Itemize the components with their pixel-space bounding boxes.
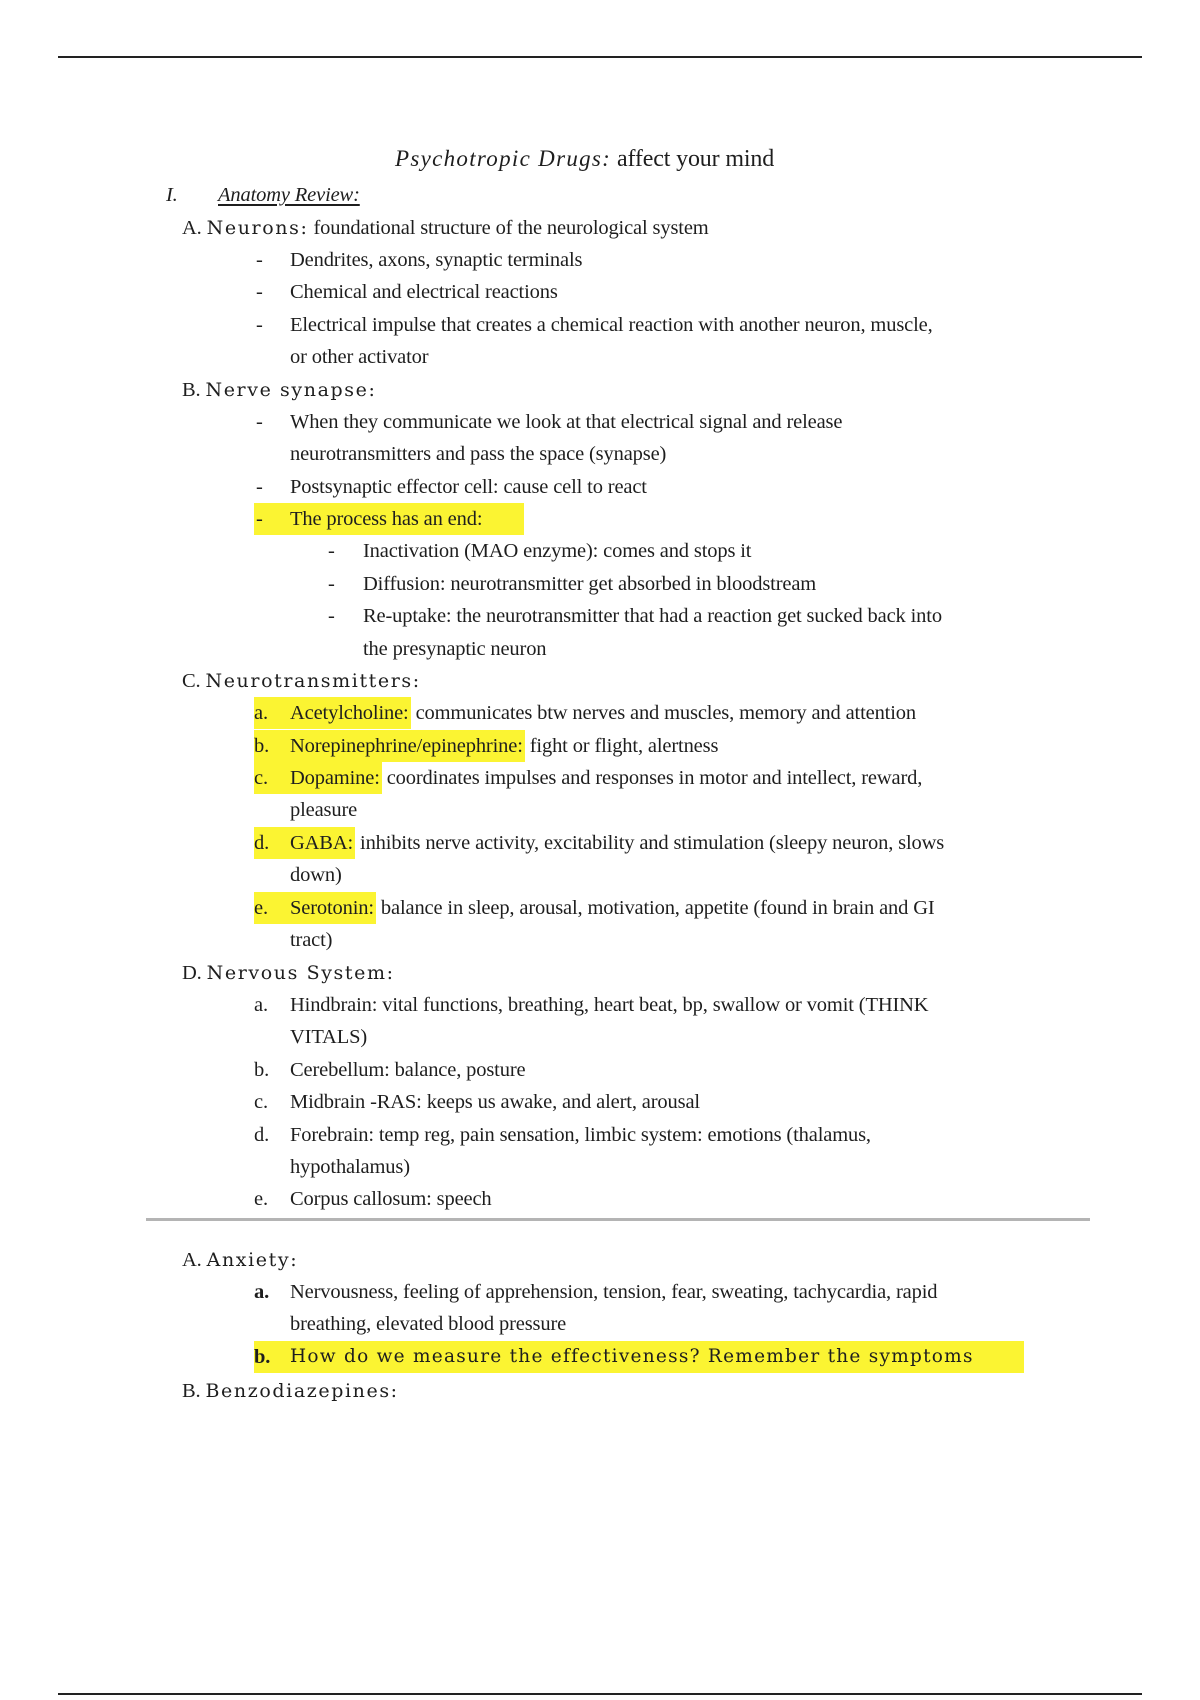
list-marker: b. <box>254 1346 271 1368</box>
list-item: Cerebellum: balance, posture <box>290 1059 526 1081</box>
section-divider <box>146 1218 1090 1221</box>
list-item: c. Dopamine: coordinates impulses and responses in motor and intellect, reward, <box>254 762 922 794</box>
list-item-continued: down) <box>290 864 342 886</box>
list-item-continued: VITALS) <box>290 1026 368 1048</box>
list-item: Hindbrain: vital functions, breathing, heart beat, bp, swallow or vomit (THINK <box>290 994 929 1016</box>
highlighted-term: a. Acetylcholine: <box>254 697 411 729</box>
highlighted-term: c. Dopamine: <box>254 762 382 794</box>
sub-list-item: Diffusion: neurotransmitter get absorbed in bloodstream <box>363 573 817 595</box>
bullet-icon: - <box>328 573 335 595</box>
bullet-icon: - <box>256 508 263 530</box>
list-item-continued: or other activator <box>290 346 429 368</box>
neurons-heading <box>182 212 709 244</box>
list-marker: e. <box>254 1188 268 1210</box>
highlighted-term: b. Norepinephrine/epinephrine: <box>254 730 525 762</box>
bullet-icon: - <box>256 411 263 433</box>
bottom-rule <box>58 1693 1142 1695</box>
bullet-icon: - <box>256 249 263 271</box>
list-marker: c. <box>254 1091 268 1113</box>
list-marker: b. <box>254 1059 270 1081</box>
list-item: Chemical and electrical reactions <box>290 281 558 303</box>
sub-list-item: Re-uptake: the neurotransmitter that had a reaction get sucked back into <box>363 605 942 627</box>
list-item: b. Norepinephrine/epinephrine: fight or flight, alertness <box>254 730 718 762</box>
list-item: Nervousness, feeling of apprehension, tension, fear, sweating, tachycardia, rapid <box>290 1281 938 1303</box>
list-item-continued: tract) <box>290 929 333 951</box>
list-marker: a. <box>254 994 268 1016</box>
list-item: Forebrain: temp reg, pain sensation, limbic system: emotions (thalamus, <box>290 1124 871 1146</box>
synapse-heading: B. Nerve synapse: <box>182 379 377 401</box>
highlighted-term: d. GABA: <box>254 827 355 859</box>
list-marker: d. <box>254 1124 270 1146</box>
list-item-continued: pleasure <box>290 799 358 821</box>
neurons-letter: A. <box>182 217 202 239</box>
highlighted-term: e. Serotonin: <box>254 892 376 924</box>
list-item: e. Serotonin: balance in sleep, arousal, motivation, appetite (found in brain and GI <box>254 892 935 924</box>
list-marker: a. <box>254 1281 270 1303</box>
list-item: d. GABA: inhibits nerve activity, excitability and stimulation (sleepy neuron, slows <box>254 827 944 859</box>
bullet-icon: - <box>256 476 263 498</box>
neurons-term: Neurons: <box>206 217 309 239</box>
page-title <box>395 143 774 175</box>
top-rule <box>58 56 1142 58</box>
neurons-desc: foundational structure of the neurological system <box>313 217 709 239</box>
highlighted-item <box>254 503 524 535</box>
bullet-icon: - <box>328 605 335 627</box>
nervous-system-heading: D. Nervous System: <box>182 962 395 984</box>
list-item-continued: hypothalamus) <box>290 1156 410 1178</box>
list-item: Corpus callosum: speech <box>290 1188 492 1210</box>
sub-list-item-continued: the presynaptic neuron <box>363 638 547 660</box>
highlighted-item <box>254 1341 1024 1373</box>
bullet-icon: - <box>256 281 263 303</box>
section-heading: Anatomy Review: <box>218 184 360 206</box>
list-item-continued: breathing, elevated blood pressure <box>290 1313 567 1335</box>
sub-list-item: Inactivation (MAO enzyme): comes and stops it <box>363 540 752 562</box>
list-item: When they communicate we look at that electrical signal and release <box>290 411 843 433</box>
bullet-icon: - <box>256 314 263 336</box>
title-term: Psychotropic Drugs: <box>395 146 612 171</box>
title-rest: affect your mind <box>616 146 775 172</box>
list-item: Postsynaptic effector cell: cause cell to react <box>290 476 647 498</box>
bullet-icon: - <box>328 540 335 562</box>
benzodiazepines-heading: B. Benzodiazepines: <box>182 1380 399 1402</box>
list-item-continued: neurotransmitters and pass the space (synapse) <box>290 443 667 465</box>
list-item: Electrical impulse that creates a chemical reaction with another neuron, muscle, <box>290 314 933 336</box>
list-item: Midbrain -RAS: keeps us awake, and alert, arousal <box>290 1091 700 1113</box>
list-item: The process has an end: <box>290 508 483 530</box>
anxiety-heading: A. Anxiety: <box>182 1249 299 1271</box>
list-item: How do we measure the effectiveness? Remember the symptoms <box>290 1346 974 1367</box>
list-item: a. Acetylcholine: communicates btw nerves and muscles, memory and attention <box>254 697 916 729</box>
section-numeral: I. <box>166 184 178 206</box>
list-item: Dendrites, axons, synaptic terminals <box>290 249 583 271</box>
neurotransmitters-heading: C. Neurotransmitters: <box>182 670 421 692</box>
